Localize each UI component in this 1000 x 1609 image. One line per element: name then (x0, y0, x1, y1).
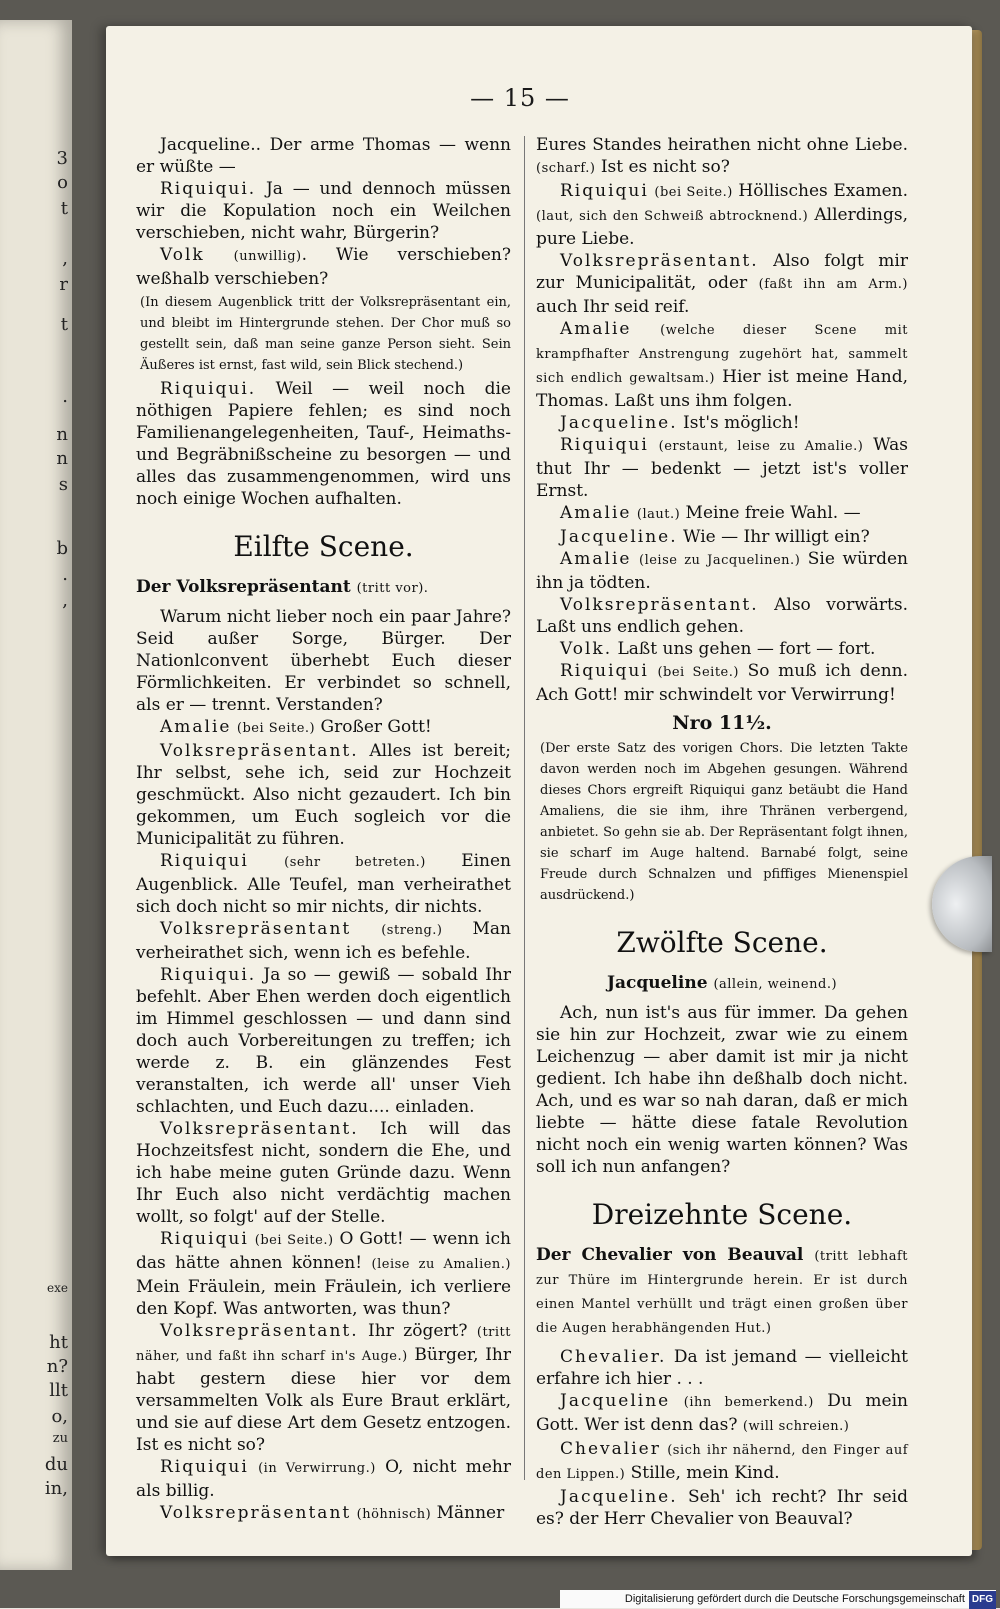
speaker-name: Riquiqui (160, 851, 249, 871)
paragraph (136, 740, 511, 850)
stage-direction: (bei Seite.) (236, 721, 316, 736)
paragraph (136, 1320, 511, 1456)
fragment: t (60, 314, 68, 335)
stage-direction: (unwillig) (233, 249, 302, 264)
stage-direction: (bei Seite.) (657, 665, 739, 680)
scene-speaker-line (136, 576, 511, 600)
fragment: n? (46, 1356, 68, 1377)
stage-direction: (erstaunt, leise zu Amalie.) (658, 439, 864, 454)
dialogue-text: Man verheirathet sich, wenn ich es befehle. (136, 919, 511, 963)
dialogue-text: Stille, mein Kind. (625, 1463, 780, 1483)
fragment: n (56, 424, 68, 445)
speaker-name: Jacqueline. (560, 1487, 678, 1507)
paragraph (536, 502, 908, 526)
speaker-name: Chevalier. (560, 1347, 667, 1367)
paragraph (536, 134, 908, 180)
speaker-name: Riquiqui (560, 661, 649, 681)
paragraph (536, 548, 908, 594)
fragment: llt (49, 1380, 68, 1401)
dialogue-text: Laßt uns gehen — fort — fort. (612, 639, 876, 659)
dialogue-text: Da ist jemand — vielleicht erfahre ich hier . . . (536, 1347, 908, 1389)
paragraph (536, 1438, 908, 1486)
dialogue-text: Bürger, Ihr habt gestern diese hier vor dem versammelten Volk als Eure Braut erklärt, und sie auf diese Art dem Gesetz entzogen. Ist es nicht so? (136, 1345, 511, 1455)
left-column (136, 134, 511, 1526)
dialogue-text: Alles ist bereit; Ihr selbst, sehe ich, seid zur Hochzeit geschmückt. Also nicht gezaudert. Ich bin gekommen, um Euch sogleich vor die Municipalität zu führen. (136, 741, 511, 849)
column-divider (524, 136, 525, 1480)
scene-heading: Eilfte Scene. (233, 530, 414, 563)
paragraph (536, 412, 908, 434)
number-heading: Nro 11½. (672, 712, 772, 734)
fragment: zu (52, 1431, 68, 1446)
paragraph (536, 660, 908, 706)
digitization-credit (560, 1590, 996, 1608)
speaker-name: Riquiqui (160, 1457, 249, 1477)
stage-direction-block: (Der erste Satz des vorigen Chors. Die letzten Takte davon werden noch im Abgehen gesungen. Während dieses Chors ergreift Riquiqui ganz betäubt die Hand Amaliens, die sie ihm, ihre Thränen verbergend, anbietet. So gehn sie ab. Der Repräsentant folgt ihnen, sie scharf im Auge haltend. Barnabé folgt, seine Freude durch Schnalzen und pfiffiges Mienenspiel ausdrückend.) (540, 741, 908, 903)
paragraph (136, 378, 511, 510)
speaker-name: Amalie (160, 717, 232, 737)
paragraph (536, 250, 908, 318)
paragraph (136, 918, 511, 964)
stage-direction-block: (In diesem Augenblick tritt der Volksrepräsentant ein, und bleibt im Hintergrunde stehen. Der Chor muß so gestellt sein, daß man seine ganze Person sieht. Sein Äußeres ist ernst, fast wild, sein Blick stechend.) (140, 295, 511, 373)
page-number: — 15 — (470, 84, 570, 112)
speaker-name: Volk (160, 245, 205, 265)
stage-direction: (laut.) (636, 507, 681, 522)
dialogue-text: Ja — und dennoch müssen wir die Kopulation noch ein Weilchen verschieben, nicht wahr, Bürgerin? (136, 179, 511, 243)
fragment: exe (47, 1281, 68, 1295)
paragraph (136, 1228, 511, 1320)
paragraph (136, 1456, 511, 1502)
stage-direction: (sehr betreten.) (284, 855, 426, 870)
speaker-name: Riquiqui. (160, 379, 257, 399)
paragraph (136, 1502, 511, 1526)
stage-direction: (leise zu Jacquelinen.) (639, 553, 801, 568)
dialogue-text: . Wie verschieben? weßhalb verschieben? (136, 245, 511, 289)
speaker-name: Amalie (560, 503, 632, 523)
speaker-name: Jacqueline (606, 973, 708, 993)
dialogue-text: Ich will das Hochzeitsfest nicht, sondern die Ehe, und ich habe meine guten Gründe dazu. Wenn Ihr Euch also nicht verdächtig machen wollt, so folgt' auf der Stelle. (136, 1119, 511, 1227)
stage-direction: (faßt ihn am Arm.) (758, 277, 909, 292)
fragment: du (44, 1454, 68, 1475)
dialogue-text: Allerdings, pure Liebe. (536, 205, 908, 249)
dialogue-text: Höllisches Examen. (732, 181, 908, 201)
dialogue-text: Sie würden ihn ja tödten. (536, 549, 908, 593)
stage-direction: (tritt vor). (356, 581, 429, 596)
paragraph (536, 1346, 908, 1390)
dialogue-text: Seh' ich recht? Ihr seid es? der Herr Chevalier von Beauval? (536, 1487, 908, 1529)
stage-direction: (bei Seite.) (654, 185, 733, 200)
right-column (536, 134, 908, 1530)
speaker-name: Volksrepräsentant. (160, 741, 359, 761)
fragment: . (62, 386, 68, 407)
fragment: , (62, 590, 68, 611)
stage-direction: (laut, sich den Schweiß abtrocknend.) (536, 209, 809, 224)
speaker-name: Der Chevalier von Beauval (536, 1245, 804, 1265)
speaker-name: Volksrepräsentant. (160, 1119, 359, 1139)
paragraph: Ach, nun ist's aus für immer. Da gehen sie hin zur Hochzeit, zwar wie zu einem Leichenzug — aber damit ist mir ja nicht gedient. Ich habe ihn deßhalb doch nicht. Ach, und es war so nah daran, daß er mich liebte — hätte diese fatale Revolution nicht noch ein wenig warten können? Was soll ich nun anfangen? (536, 1003, 908, 1177)
speaker-name: Volksrepräsentant. (560, 251, 759, 271)
paragraph (536, 1390, 908, 1438)
paragraph: Jacqueline.. Der arme Thomas — wenn er wüßte — (136, 135, 511, 177)
stage-direction: (scharf.) (536, 161, 596, 176)
stage-direction: (tritt näher, und faßt ihn scharf in's Auge.) (136, 1325, 512, 1364)
scene-speaker-line (536, 1244, 908, 1340)
dialogue-text: Ist's möglich! (677, 413, 800, 433)
stage-direction: (allein, weinend.) (713, 977, 838, 992)
dialogue-text: Weil — weil noch die nöthigen Papiere fehlen; es sind noch Familienangelegenheiten, Tauf-, Heimaths- und Begräbnißscheine zu besorgen — und alles das zusammengenommen, wird uns noch einige Wochen aufhalten. (136, 379, 511, 509)
dialogue-text: Also vorwärts. Laßt uns endlich gehen. (536, 595, 908, 637)
speaker-name: Riquiqui (560, 181, 649, 201)
fragment: t (60, 198, 68, 219)
fragment: , (62, 248, 68, 269)
dialogue-text: So muß ich denn. Ach Gott! mir schwindelt vor Verwirrung! (536, 661, 909, 705)
stage-direction: (ihn bemerkend.) (683, 1395, 814, 1410)
speaker-name: Riquiqui (560, 435, 649, 455)
speaker-name: Amalie (560, 549, 632, 569)
speaker-name: Volksrepräsentant. (560, 595, 759, 615)
dialogue-text: Einen Augenblick. Alle Teufel, man verheirathet sich doch nicht so mir nichts, dir nichts. (136, 851, 512, 917)
paragraph (536, 434, 908, 502)
paragraph (536, 180, 908, 250)
fragment: . (62, 564, 68, 585)
scene-heading: Zwölfte Scene. (616, 926, 828, 959)
speaker-name: Amalie (560, 319, 632, 339)
dialogue-text: Wie — Ihr willigt ein? (677, 527, 870, 547)
fragment: 3 (56, 148, 68, 169)
fragment: n (56, 448, 68, 469)
stage-direction: (will schreien.) (742, 1419, 850, 1434)
dialogue-text: Ja so — gewiß — sobald Ihr befehlt. Aber Ehen werden doch eigentlich im Himmel geschlossen — und dann sind doch auch Vorbereitungen zu treffen; ich werde z. B. ein glänzendes Fest veranstalten, ich werde all' unser Vieh schlachten, und Euch dazu.... einladen. (136, 965, 511, 1117)
paragraph (536, 318, 908, 412)
credit-text: Digitalisierung gefördert durch die Deutsche Forschungsgemeinschaft (624, 1593, 965, 1605)
fragment: b (56, 538, 68, 559)
stage-direction: (tritt lebhaft zur Thüre im Hintergrunde herein. Er ist durch einen Mantel verhüllt und trägt einen großen über die Augen herabhängenden Hut.) (536, 1249, 908, 1336)
dialogue-text: Großer Gott! (315, 717, 432, 737)
paragraph: Warum nicht lieber noch ein paar Jahre? Seid außer Sorge, Bürger. Der Nationlconvent überhebt Euch dieser Förmlichkeiten. Er verbindet so schnell, als er — trennt. Verstanden? (136, 607, 511, 715)
speaker-name: Der Volksrepräsentant (136, 577, 351, 597)
scene-heading: Dreizehnte Scene. (591, 1198, 853, 1231)
dialogue-text: Ist es nicht so? (595, 157, 730, 177)
stage-direction: (bei Seite.) (254, 1233, 334, 1248)
paragraph (536, 526, 908, 548)
speaker-name: Riquiqui. (160, 965, 257, 985)
speaker-name: Volk. (560, 639, 613, 659)
paragraph (136, 1118, 511, 1228)
fragment: in, (44, 1478, 68, 1499)
dialogue-text: Eures Standes heirathen nicht ohne Liebe. (536, 135, 908, 155)
dfg-logo: DFG (969, 1591, 996, 1609)
left-page-edge (0, 20, 72, 1570)
dialogue-text: O Gott! — wenn ich das hätte ahnen können! (136, 1229, 512, 1273)
speaker-name: Volksrepräsentant. (160, 1321, 359, 1341)
dialogue-text: auch Ihr seid reif. (536, 297, 690, 317)
speaker-name: Volksrepräsentant (160, 919, 352, 939)
dialogue-text: Du mein Gott. Wer ist denn das? (536, 1391, 908, 1435)
speaker-name: Volksrepräsentant (160, 1503, 352, 1523)
stage-direction: (höhnisch) (356, 1507, 432, 1522)
stage-direction: (sich ihr nähernd, den Finger auf den Lippen.) (536, 1443, 909, 1482)
scene-speaker-line (536, 972, 908, 996)
paragraph (136, 850, 511, 918)
fragment: ht (49, 1332, 68, 1353)
speaker-name: Riquiqui (160, 1229, 249, 1249)
dialogue-text: Mein Fräulein, mein Fräulein, ich verliere den Kopf. Was antworten, was thun? (136, 1277, 511, 1319)
dialogue-text: Meine freie Wahl. — (680, 503, 861, 523)
stage-direction: (in Verwirrung.) (258, 1461, 376, 1476)
paragraph (136, 716, 511, 740)
fragment: o (57, 172, 68, 193)
speaker-name: Jacqueline. (560, 527, 678, 547)
dialogue-text: Männer (431, 1503, 505, 1523)
paragraph (136, 178, 511, 244)
stage-direction: (streng.) (381, 923, 443, 938)
speaker-name: Jacqueline. (560, 413, 678, 433)
fragment: o, (51, 1406, 68, 1427)
fragment: s (58, 474, 68, 495)
stage-direction: (leise zu Amalien.) (371, 1257, 512, 1272)
speaker-name: Jacqueline (560, 1391, 671, 1411)
speaker-name: Riquiqui. (160, 179, 257, 199)
stage-direction: (welche dieser Scene mit krampfhafter Anstrengung zugehört hat, sammelt sich endlich gewaltsam.) (536, 323, 909, 386)
dialogue-text: Also folgt mir zur Municipalität, oder (536, 251, 908, 293)
dialogue-text: Was thut Ihr — bedenkt — jetzt ist's voller Ernst. (536, 435, 908, 501)
fragment: r (59, 274, 68, 295)
dialogue-text: Ihr zögert? (358, 1321, 468, 1341)
paragraph (136, 244, 511, 290)
dialogue-text: Hier ist meine Hand, Thomas. Laßt uns ihm folgen. (536, 367, 908, 411)
paragraph (536, 594, 908, 638)
speaker-name: Chevalier (560, 1439, 661, 1459)
dialogue-text: O, nicht mehr als billig. (136, 1457, 512, 1501)
paragraph (136, 964, 511, 1118)
paragraph (536, 638, 908, 660)
paragraph (536, 1486, 908, 1530)
